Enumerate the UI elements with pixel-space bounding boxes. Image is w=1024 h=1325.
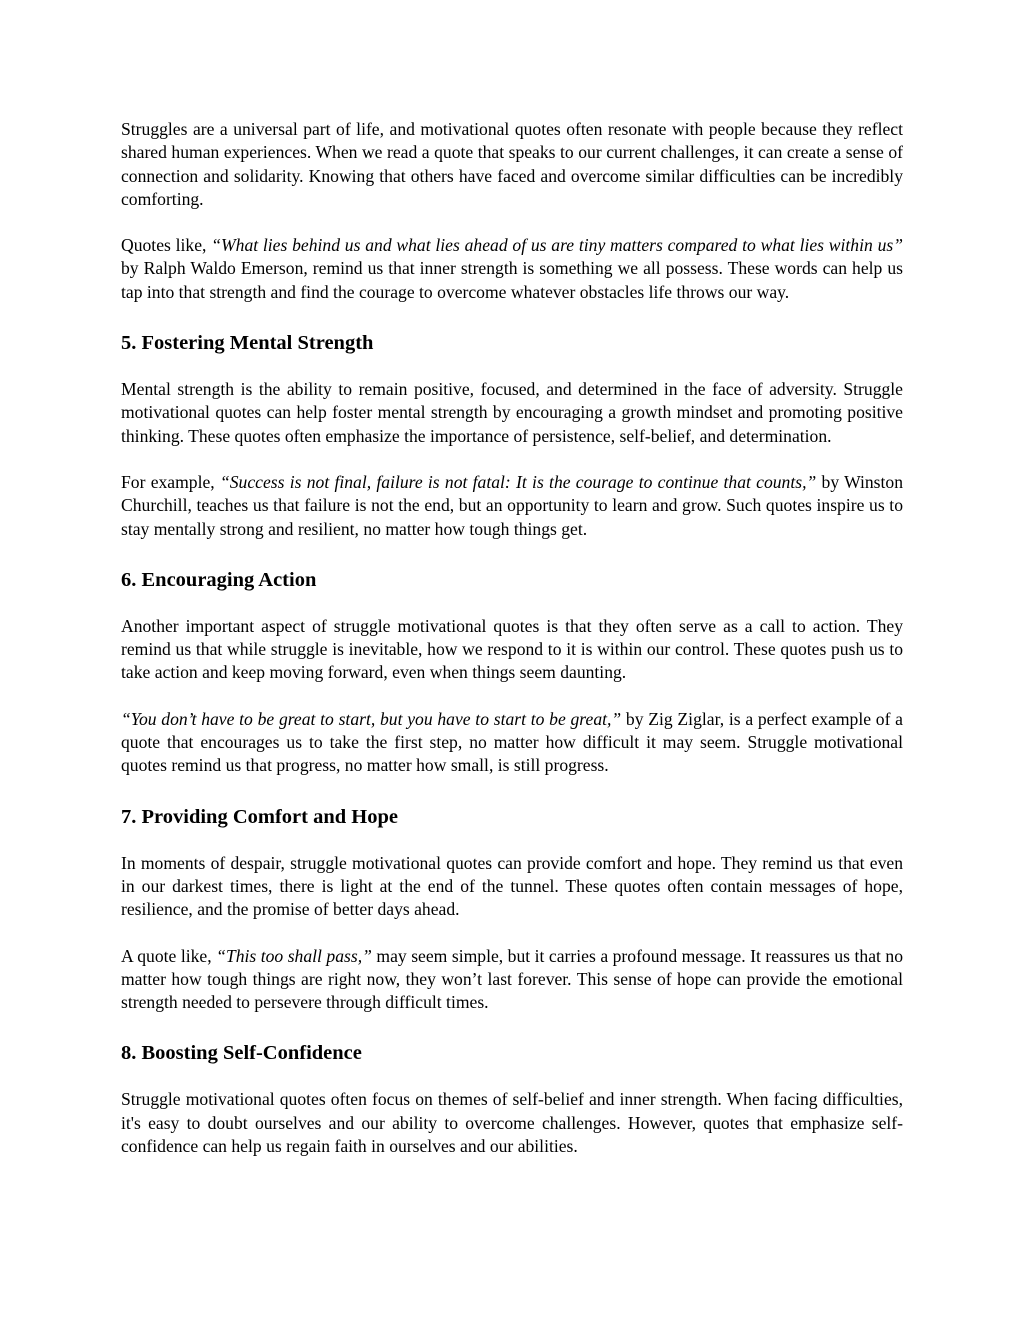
section-6-paragraph-1: Another important aspect of struggle motivational quotes is that they often serve as a call to action. They remind us that while struggle is inevitable, how we respond to it is within our control. These quotes push us to take action and keep moving forward, even when things seem daunting. bbox=[121, 615, 903, 683]
section-heading-providing-comfort-and-hope: 7. Providing Comfort and Hope bbox=[121, 805, 398, 828]
quote-text: “Success is not final, failure is not fatal: It is the courage to continue that counts,” bbox=[219, 471, 817, 492]
section-heading-fostering-mental-strength: 5. Fostering Mental Strength bbox=[121, 332, 374, 355]
section-8-paragraph-1: Struggle motivational quotes often focus on themes of self-belief and inner strength. When facing difficulties, it's easy to doubt ourselves and our ability to overcome challenges. However, quotes that emphasize self-confidence can help us regain faith in ourselves and our abilities. bbox=[121, 1089, 903, 1157]
text-after-quote: may seem simple, but it carries a profound message. It reassures us that no matter how tough things are right now, they won’t last forever. This sense of hope can provide the emotional strength needed to persevere through difficult times. bbox=[121, 945, 903, 1013]
section-7-paragraph-2 bbox=[121, 945, 903, 1015]
document-page bbox=[121, 118, 903, 1158]
text-after-quote: by Winston Churchill, teaches us that failure is not the end, but an opportunity to learn and grow. Such quotes inspire us to stay mentally strong and resilient, no matter how tough things get. bbox=[121, 471, 903, 539]
section-heading-boosting-self-confidence: 8. Boosting Self-Confidence bbox=[121, 1042, 362, 1065]
text-after-quote: by Zig Ziglar, is a perfect example of a quote that encourages us to take the first step, no matter how difficult it may seem. Struggle motivational quotes remind us that progress, no matter how small, is still progress. bbox=[121, 708, 903, 776]
quote-text: “This too shall pass,” bbox=[216, 945, 372, 966]
text-before-quote: A quote like, bbox=[121, 945, 217, 966]
text-before-quote: Quotes like, bbox=[121, 235, 212, 256]
section-5-paragraph-1: Mental strength is the ability to remain positive, focused, and determined in the face of adversity. Struggle motivational quotes can help foster mental strength by encouraging a growth mindset and promoting positive thinking. These quotes often emphasize the importance of persistence, self-belief, and determination. bbox=[121, 379, 903, 446]
quote-text: “You don’t have to be great to start, but you have to start to be great,” bbox=[121, 708, 622, 729]
text-before-quote: For example, bbox=[121, 471, 220, 492]
section-5-paragraph-2 bbox=[121, 471, 903, 541]
section-heading-encouraging-action: 6. Encouraging Action bbox=[121, 568, 317, 591]
section-7-paragraph-1: In moments of despair, struggle motivational quotes can provide comfort and hope. They remind us that even in our darkest times, there is light at the end of the tunnel. These quotes often contain messages of hope, resilience, and the promise of better days ahead. bbox=[121, 852, 903, 920]
section-6-paragraph-2 bbox=[121, 708, 903, 778]
intro-paragraph-2 bbox=[121, 234, 903, 304]
text-after-quote: by Ralph Waldo Emerson, remind us that inner strength is something we all possess. These words can help us tap into that strength and find the courage to overcome whatever obstacles life throws our way. bbox=[121, 258, 903, 302]
intro-paragraph-1: Struggles are a universal part of life, and motivational quotes often resonate with people because they reflect shared human experiences. When we read a quote that speaks to our current challenges, it can create a sense of connection and solidarity. Knowing that others have faced and overcome similar difficulties can be incredibly comforting. bbox=[121, 119, 903, 209]
quote-text: “What lies behind us and what lies ahead of us are tiny matters compared to what lies within us” bbox=[211, 235, 904, 256]
